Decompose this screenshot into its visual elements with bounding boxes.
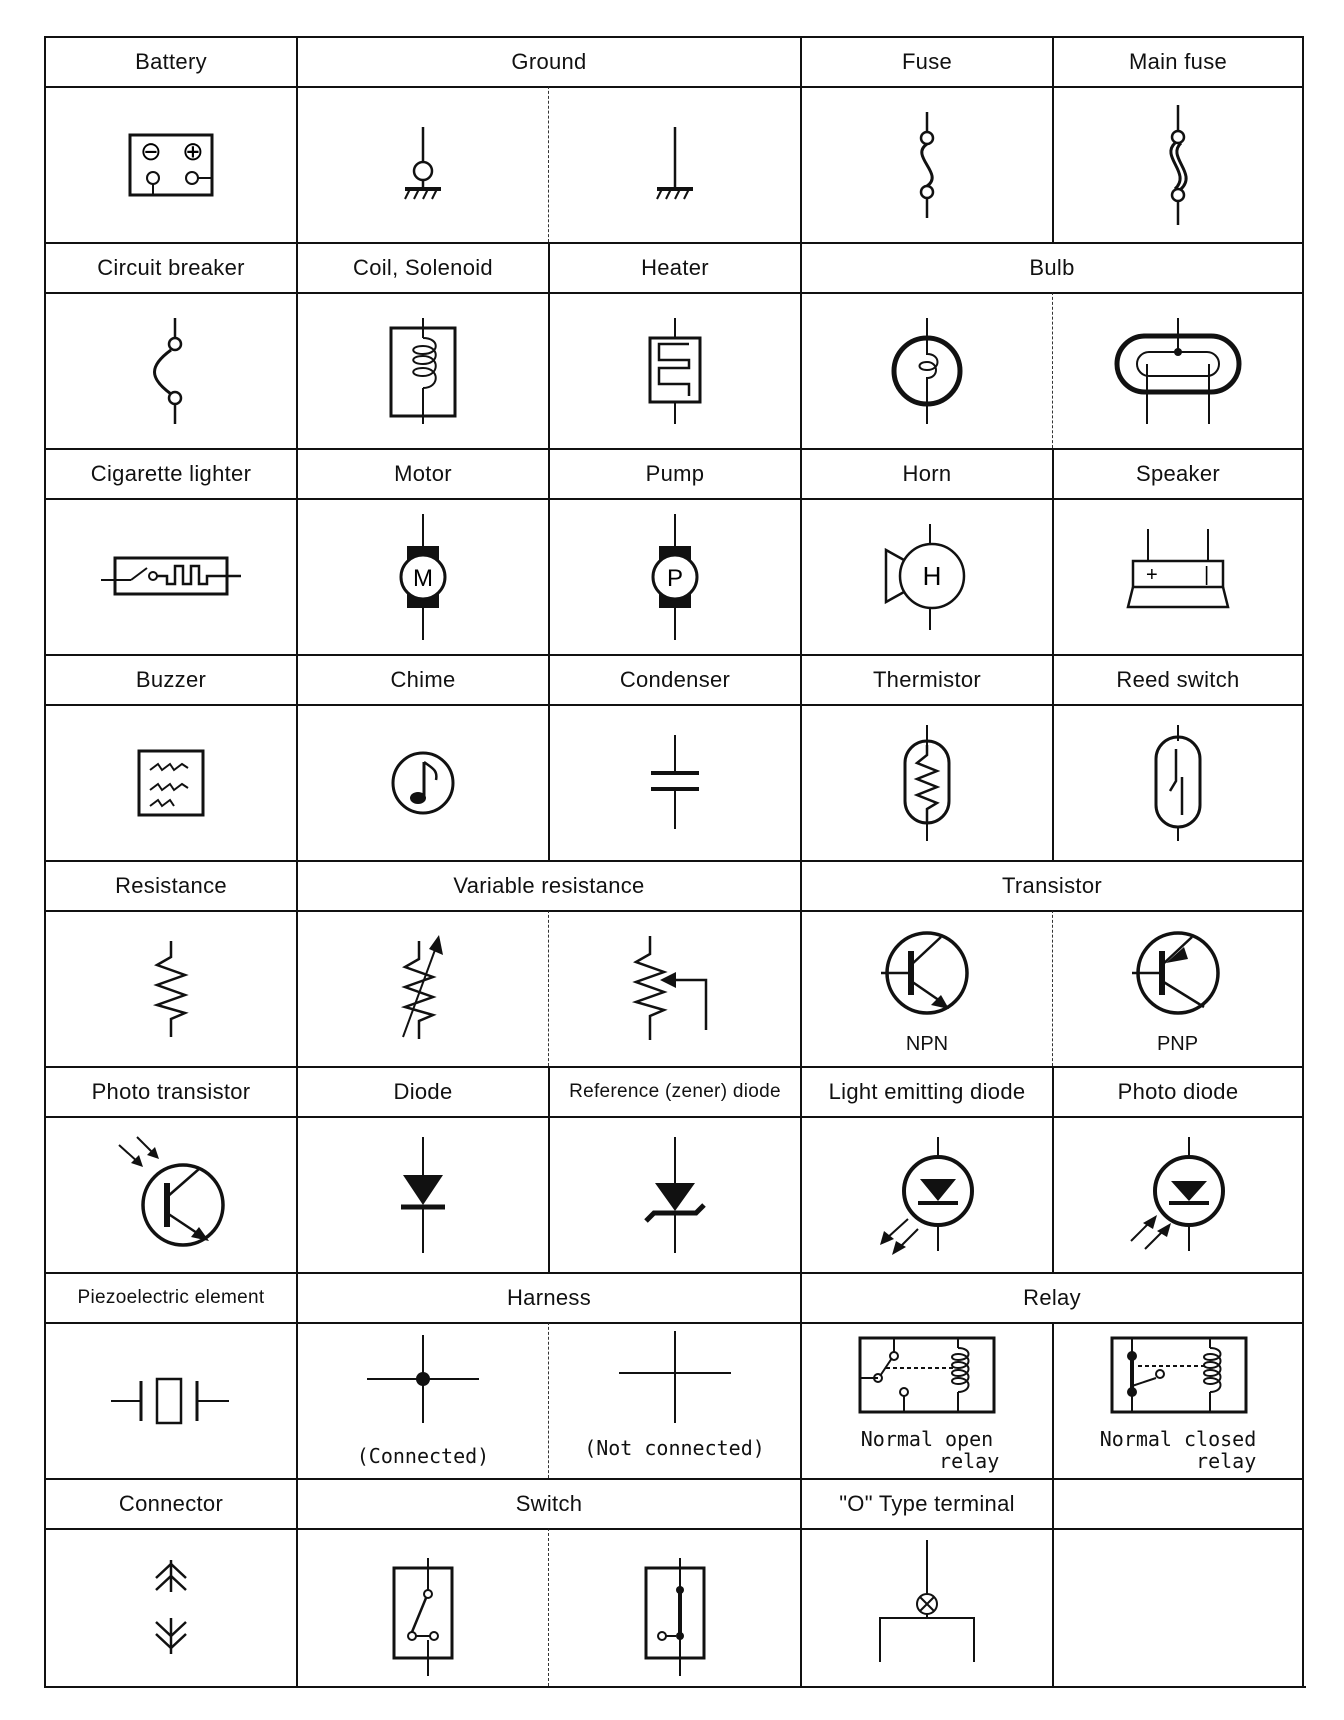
row-1-headers — [44, 36, 1306, 86]
fuse-symbol — [800, 86, 1052, 242]
not-connected-label: (Not connected) — [584, 1436, 765, 1460]
table-bottom-border — [44, 1686, 1306, 1688]
header-variable-resistance: Variable resistance — [296, 860, 800, 910]
header-ground: Ground — [296, 36, 800, 86]
diode-symbol — [296, 1116, 548, 1272]
header-pump: Pump — [548, 448, 800, 498]
variable-resistance-symbol-1 — [296, 910, 548, 1066]
relay-normal-closed-symbol — [1052, 1322, 1304, 1478]
header-cigarette-lighter: Cigarette lighter — [44, 448, 296, 498]
o-type-terminal-symbol — [800, 1528, 1052, 1686]
circuit-breaker-symbol — [44, 292, 296, 448]
header-photo-transistor: Photo transistor — [44, 1066, 296, 1116]
row-6-symbols — [44, 1116, 1306, 1272]
header-harness: Harness — [296, 1272, 800, 1322]
horn-letter: H — [922, 561, 942, 591]
header-switch: Switch — [296, 1478, 800, 1528]
header-zener-diode: Reference (zener) diode — [548, 1066, 800, 1116]
header-led: Light emitting diode — [800, 1066, 1052, 1116]
row-8-headers — [44, 1478, 1306, 1528]
resistance-symbol — [44, 910, 296, 1066]
zener-diode-symbol — [548, 1116, 800, 1272]
header-buzzer: Buzzer — [44, 654, 296, 704]
header-relay: Relay — [800, 1272, 1304, 1322]
row-2-headers — [44, 242, 1306, 292]
row-6-headers — [44, 1066, 1306, 1116]
header-resistance: Resistance — [44, 860, 296, 910]
transistor-pnp-symbol — [1052, 910, 1304, 1066]
minus-terminal-glyph: ⊖ — [140, 136, 162, 166]
header-motor: Motor — [296, 448, 548, 498]
npn-label: NPN — [905, 1033, 949, 1055]
chime-symbol — [296, 704, 548, 860]
horn-symbol — [800, 498, 1052, 654]
header-battery: Battery — [44, 36, 296, 86]
row-5-headers — [44, 860, 1306, 910]
row-1-symbols — [44, 86, 1306, 242]
speaker-symbol — [1052, 498, 1304, 654]
header-photo-diode: Photo diode — [1052, 1066, 1304, 1116]
relay-normal-open-symbol — [800, 1322, 1052, 1478]
row-4-symbols — [44, 704, 1306, 860]
symbol-chart — [44, 36, 1306, 1688]
header-bulb: Bulb — [800, 242, 1304, 292]
variable-resistance-symbol-2 — [548, 910, 800, 1066]
plus-terminal-glyph: ⊕ — [182, 136, 204, 166]
ground-symbol-1 — [296, 86, 548, 242]
row-3-headers — [44, 448, 1306, 498]
bulb-symbol-2 — [1052, 292, 1304, 448]
cigarette-lighter-symbol — [44, 498, 296, 654]
header-reed-switch: Reed switch — [1052, 654, 1304, 704]
normal-open-relay-label: Normal open relay — [860, 1427, 1000, 1473]
header-condenser: Condenser — [548, 654, 800, 704]
bulb-symbol-1 — [800, 292, 1052, 448]
header-horn: Horn — [800, 448, 1052, 498]
photo-diode-symbol — [1052, 1116, 1304, 1272]
reed-switch-symbol — [1052, 704, 1304, 860]
battery-symbol — [44, 86, 296, 242]
row-2-symbols — [44, 292, 1306, 448]
transistor-npn-symbol — [800, 910, 1052, 1066]
motor-symbol — [296, 498, 548, 654]
connector-symbol — [44, 1528, 296, 1686]
speaker-minus: | — [1204, 564, 1210, 586]
main-fuse-symbol — [1052, 86, 1304, 242]
row-7-symbols — [44, 1322, 1306, 1478]
heater-symbol — [548, 292, 800, 448]
harness-not-connected-symbol — [548, 1322, 800, 1478]
header-fuse: Fuse — [800, 36, 1052, 86]
row-7-headers — [44, 1272, 1306, 1322]
header-o-type-terminal: "O" Type terminal — [800, 1478, 1052, 1528]
ground-symbol-2 — [548, 86, 800, 242]
empty-cell — [1052, 1528, 1304, 1686]
pnp-label: PNP — [1156, 1033, 1199, 1055]
pump-letter: P — [666, 565, 684, 592]
header-piezoelectric: Piezoelectric element — [44, 1272, 296, 1322]
speaker-plus: + — [1146, 564, 1158, 586]
piezoelectric-symbol — [44, 1322, 296, 1478]
buzzer-symbol — [44, 704, 296, 860]
header-connector: Connector — [44, 1478, 296, 1528]
row-3-symbols — [44, 498, 1306, 654]
row-4-headers — [44, 654, 1306, 704]
harness-connected-symbol — [296, 1322, 548, 1478]
row-8-symbols — [44, 1528, 1306, 1686]
normal-closed-relay-label: Normal closed relay — [1099, 1427, 1257, 1473]
led-symbol — [800, 1116, 1052, 1272]
header-transistor: Transistor — [800, 860, 1304, 910]
header-empty — [1052, 1478, 1304, 1528]
header-heater: Heater — [548, 242, 800, 292]
coil-solenoid-symbol — [296, 292, 548, 448]
switch-symbol-2 — [548, 1528, 800, 1686]
header-circuit-breaker: Circuit breaker — [44, 242, 296, 292]
header-speaker: Speaker — [1052, 448, 1304, 498]
header-diode: Diode — [296, 1066, 548, 1116]
thermistor-symbol — [800, 704, 1052, 860]
header-coil-solenoid: Coil, Solenoid — [296, 242, 548, 292]
header-chime: Chime — [296, 654, 548, 704]
condenser-symbol — [548, 704, 800, 860]
photo-transistor-symbol — [44, 1116, 296, 1272]
header-main-fuse: Main fuse — [1052, 36, 1304, 86]
pump-symbol — [548, 498, 800, 654]
row-5-symbols — [44, 910, 1306, 1066]
connected-label: (Connected) — [356, 1444, 490, 1468]
switch-symbol-1 — [296, 1528, 548, 1686]
motor-letter: M — [413, 565, 433, 592]
header-thermistor: Thermistor — [800, 654, 1052, 704]
